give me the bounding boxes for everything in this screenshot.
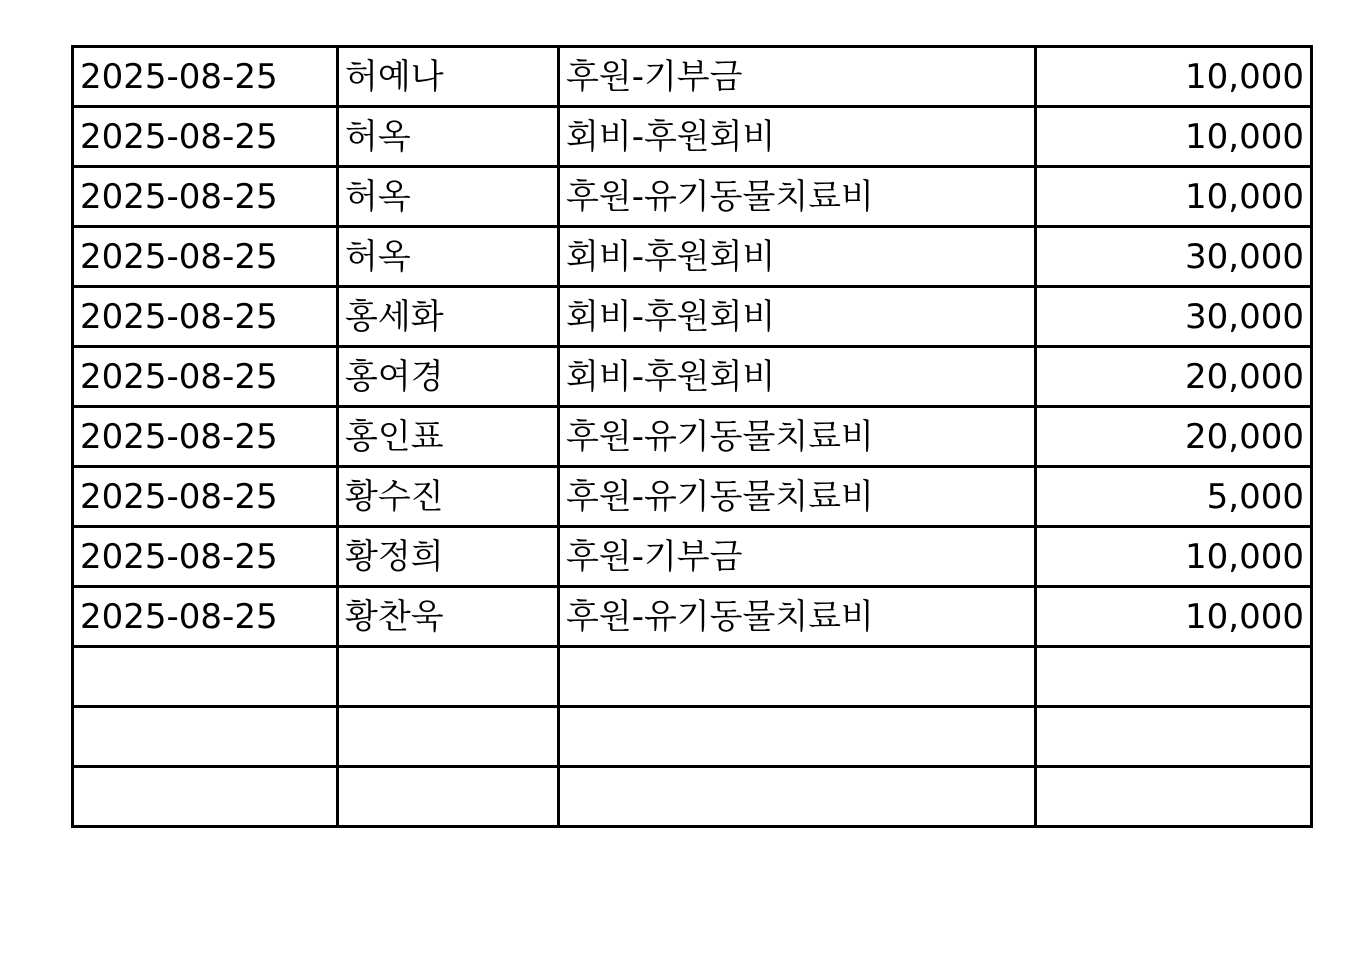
amount-cell[interactable]: 10,000 xyxy=(1036,587,1312,647)
donation-ledger-table xyxy=(71,45,1313,828)
date-cell[interactable]: 2025-08-25 xyxy=(73,227,338,287)
amount-cell[interactable]: 20,000 xyxy=(1036,407,1312,467)
item-cell[interactable] xyxy=(559,647,1036,707)
date-cell[interactable] xyxy=(73,767,338,827)
amount-cell[interactable]: 10,000 xyxy=(1036,107,1312,167)
name-cell[interactable] xyxy=(338,647,559,707)
amount-cell[interactable] xyxy=(1036,767,1312,827)
date-cell[interactable]: 2025-08-25 xyxy=(73,47,338,107)
date-cell[interactable] xyxy=(73,647,338,707)
ledger-body xyxy=(73,47,1312,827)
item-cell[interactable]: 후원-유기동물치료비 xyxy=(559,407,1036,467)
name-cell[interactable]: 허옥 xyxy=(338,167,559,227)
table-row xyxy=(73,587,1312,647)
date-cell[interactable]: 2025-08-25 xyxy=(73,587,338,647)
item-cell[interactable]: 회비-후원회비 xyxy=(559,227,1036,287)
amount-cell[interactable] xyxy=(1036,707,1312,767)
amount-cell[interactable] xyxy=(1036,647,1312,707)
amount-cell[interactable]: 30,000 xyxy=(1036,287,1312,347)
date-cell[interactable]: 2025-08-25 xyxy=(73,407,338,467)
table-row xyxy=(73,227,1312,287)
table-row xyxy=(73,107,1312,167)
table-row xyxy=(73,47,1312,107)
date-cell[interactable]: 2025-08-25 xyxy=(73,527,338,587)
date-cell[interactable]: 2025-08-25 xyxy=(73,347,338,407)
amount-cell[interactable]: 20,000 xyxy=(1036,347,1312,407)
item-cell[interactable]: 후원-유기동물치료비 xyxy=(559,587,1036,647)
table-row-empty xyxy=(73,767,1312,827)
table-row xyxy=(73,347,1312,407)
name-cell[interactable]: 홍여경 xyxy=(338,347,559,407)
table-row xyxy=(73,287,1312,347)
table-row xyxy=(73,167,1312,227)
date-cell[interactable]: 2025-08-25 xyxy=(73,167,338,227)
amount-cell[interactable]: 10,000 xyxy=(1036,527,1312,587)
name-cell[interactable]: 황찬욱 xyxy=(338,587,559,647)
name-cell[interactable]: 황정희 xyxy=(338,527,559,587)
name-cell[interactable]: 허옥 xyxy=(338,227,559,287)
item-cell[interactable]: 후원-유기동물치료비 xyxy=(559,467,1036,527)
table-row-empty xyxy=(73,647,1312,707)
item-cell[interactable]: 회비-후원회비 xyxy=(559,287,1036,347)
table-row xyxy=(73,467,1312,527)
item-cell[interactable]: 후원-기부금 xyxy=(559,527,1036,587)
name-cell[interactable] xyxy=(338,767,559,827)
name-cell[interactable] xyxy=(338,707,559,767)
name-cell[interactable]: 허옥 xyxy=(338,107,559,167)
date-cell[interactable]: 2025-08-25 xyxy=(73,287,338,347)
item-cell[interactable]: 후원-기부금 xyxy=(559,47,1036,107)
item-cell[interactable] xyxy=(559,707,1036,767)
table-row xyxy=(73,527,1312,587)
name-cell[interactable]: 황수진 xyxy=(338,467,559,527)
item-cell[interactable]: 회비-후원회비 xyxy=(559,347,1036,407)
item-cell[interactable]: 회비-후원회비 xyxy=(559,107,1036,167)
date-cell[interactable]: 2025-08-25 xyxy=(73,467,338,527)
name-cell[interactable]: 홍세화 xyxy=(338,287,559,347)
date-cell[interactable] xyxy=(73,707,338,767)
item-cell[interactable]: 후원-유기동물치료비 xyxy=(559,167,1036,227)
amount-cell[interactable]: 5,000 xyxy=(1036,467,1312,527)
name-cell[interactable]: 허예나 xyxy=(338,47,559,107)
name-cell[interactable]: 홍인표 xyxy=(338,407,559,467)
amount-cell[interactable]: 10,000 xyxy=(1036,167,1312,227)
table-row xyxy=(73,407,1312,467)
item-cell[interactable] xyxy=(559,767,1036,827)
amount-cell[interactable]: 10,000 xyxy=(1036,47,1312,107)
amount-cell[interactable]: 30,000 xyxy=(1036,227,1312,287)
table-row-empty xyxy=(73,707,1312,767)
date-cell[interactable]: 2025-08-25 xyxy=(73,107,338,167)
